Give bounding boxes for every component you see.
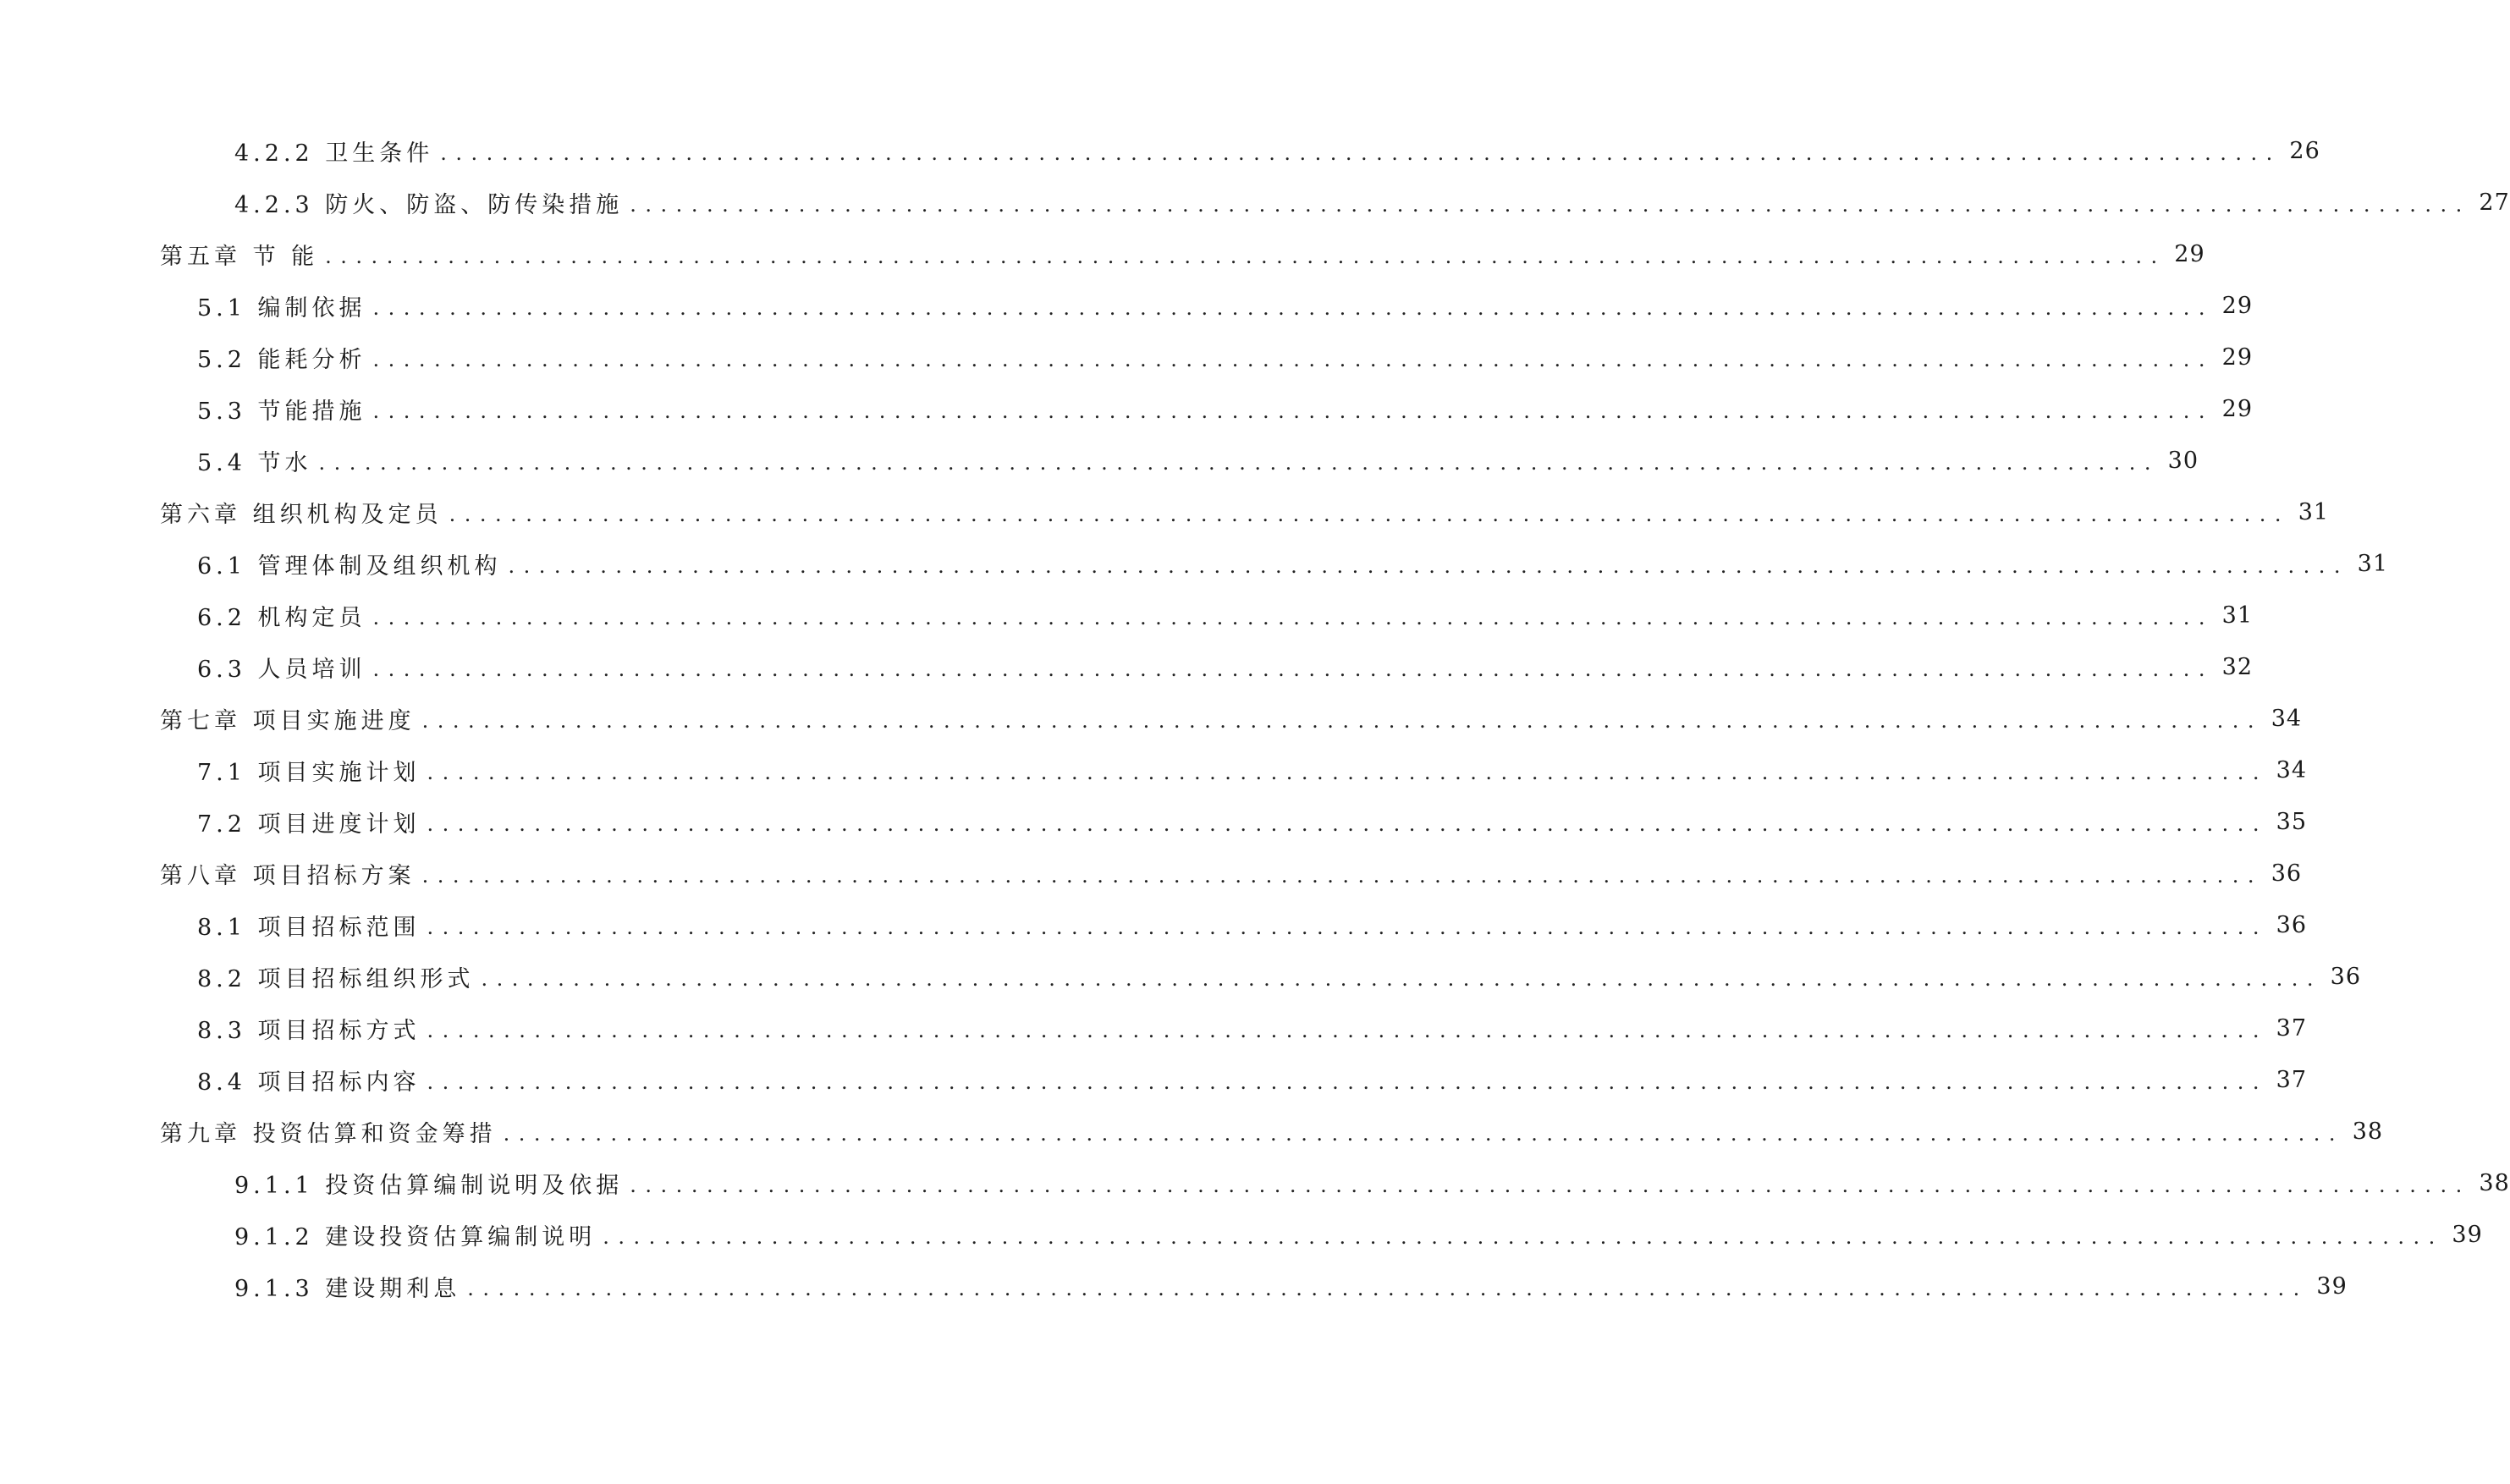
toc-entry[interactable] — [0, 228, 2205, 280]
toc-entry-title: 8.2 项目招标组织形式 — [197, 966, 475, 992]
toc-entry-page-number: 31 — [2221, 602, 2253, 629]
toc-entry-title: 9.1.3 建设期利息 — [234, 1276, 461, 1302]
toc-entry-title: 8.3 项目招标方式 — [197, 1018, 421, 1044]
toc-entry-title: 7.2 项目进度计划 — [197, 811, 421, 838]
toc-entry-title: 第六章 组织机构及定员 — [160, 502, 443, 528]
toc-entry[interactable] — [0, 796, 2307, 848]
toc-entry-page-number: 29 — [2174, 241, 2205, 267]
toc-entry[interactable] — [0, 1106, 2384, 1157]
toc-entry-page-number: 36 — [2276, 912, 2307, 938]
toc-entry[interactable] — [0, 125, 2320, 177]
toc-entry-title: 5.3 节能措施 — [197, 398, 366, 425]
toc-dot-leader: ........................................................................................................................ — [325, 244, 2166, 268]
toc-entry-title: 4.2.3 防火、防盗、防传染措施 — [234, 192, 624, 218]
toc-entry[interactable] — [0, 1003, 2307, 1054]
toc-entry-title: 4.2.2 卫生条件 — [234, 140, 434, 167]
toc-entry-page-number: 37 — [2276, 1015, 2307, 1042]
toc-entry-title: 9.1.1 投资估算编制说明及依据 — [234, 1173, 624, 1199]
toc-dot-leader: ........................................................................................................................ — [630, 1173, 2471, 1197]
toc-entry-page-number: 32 — [2221, 654, 2253, 680]
toc-entry-title: 第八章 项目招标方案 — [160, 863, 416, 889]
toc-dot-leader: ........................................................................................................................ — [440, 140, 2282, 165]
toc-entry-page-number: 30 — [2167, 448, 2199, 474]
toc-entry[interactable] — [0, 538, 2388, 590]
toc-entry-page-number: 29 — [2221, 396, 2253, 422]
toc-entry-title: 9.1.2 建设投资估算编制说明 — [234, 1224, 597, 1250]
toc-entry[interactable] — [0, 383, 2253, 435]
toc-entry-page-number: 38 — [2479, 1170, 2510, 1196]
toc-entry[interactable] — [0, 1157, 2510, 1209]
toc-entry[interactable] — [0, 1261, 2348, 1312]
toc-dot-leader: ........................................................................................................................ — [603, 1224, 2444, 1249]
toc-entry[interactable] — [0, 590, 2253, 641]
toc-entry-title: 7.1 项目实施计划 — [197, 760, 421, 786]
toc-entry-page-number: 39 — [2452, 1222, 2483, 1248]
toc-entry[interactable] — [0, 745, 2307, 796]
toc-dot-leader: ........................................................................................................................ — [508, 553, 2349, 578]
toc-entry-title: 8.4 项目招标内容 — [197, 1069, 421, 1096]
toc-entry-page-number: 38 — [2352, 1118, 2384, 1145]
toc-entry-page-number: 35 — [2276, 809, 2307, 835]
toc-entry[interactable] — [0, 1209, 2483, 1261]
toc-dot-leader: ........................................................................................................................ — [503, 1121, 2345, 1146]
toc-entry-page-number: 36 — [2271, 860, 2303, 887]
toc-dot-leader: ........................................................................................................................ — [421, 863, 2264, 888]
toc-entry-page-number: 34 — [2276, 757, 2307, 783]
toc-dot-leader: ........................................................................................................................ — [630, 192, 2471, 217]
toc-dot-leader: ........................................................................................................................ — [372, 295, 2214, 320]
toc-entry-title: 第五章 节 能 — [160, 244, 319, 270]
toc-entry-page-number: 31 — [2357, 551, 2388, 577]
toc-entry-page-number: 39 — [2316, 1273, 2348, 1300]
toc-entry-page-number: 26 — [2289, 138, 2320, 164]
toc-dot-leader: ........................................................................................................................ — [318, 450, 2160, 475]
toc-entry-page-number: 27 — [2479, 190, 2510, 216]
toc-entry[interactable] — [0, 951, 2361, 1003]
toc-dot-leader: ........................................................................................................................ — [372, 347, 2214, 371]
toc-entry[interactable] — [0, 1054, 2307, 1106]
toc-dot-leader: ........................................................................................................................ — [372, 398, 2214, 423]
toc-entry[interactable] — [0, 486, 2330, 538]
toc-entry-title: 6.2 机构定员 — [197, 605, 366, 631]
toc-dot-leader: ........................................................................................................................ — [427, 1018, 2268, 1042]
toc-entry[interactable] — [0, 641, 2253, 693]
toc-dot-leader: ........................................................................................................................ — [427, 811, 2268, 836]
toc-entry[interactable] — [0, 899, 2307, 951]
toc-dot-leader: ........................................................................................................................ — [427, 1069, 2268, 1094]
toc-entry-page-number: 29 — [2221, 293, 2253, 319]
toc-entry-title: 6.3 人员培训 — [197, 657, 366, 683]
toc-dot-leader: ........................................................................................................................ — [372, 605, 2214, 629]
toc-dot-leader: ........................................................................................................................ — [427, 915, 2268, 939]
toc-entry-page-number: 29 — [2221, 344, 2253, 371]
toc-entry[interactable] — [0, 435, 2199, 486]
toc-entry-page-number: 31 — [2298, 499, 2330, 525]
toc-entry-title: 第九章 投资估算和资金筹措 — [160, 1121, 497, 1147]
toc-entry-title: 5.4 节水 — [197, 450, 312, 476]
toc-dot-leader: ........................................................................................................................ — [372, 657, 2214, 681]
toc-dot-leader: ........................................................................................................................ — [421, 708, 2264, 733]
toc-dot-leader: ........................................................................................................................ — [449, 502, 2291, 526]
toc-entry-page-number: 37 — [2276, 1067, 2307, 1093]
toc-entry[interactable] — [0, 848, 2303, 899]
toc-entry[interactable] — [0, 332, 2253, 383]
toc-entry-title: 6.1 管理体制及组织机构 — [197, 553, 502, 580]
toc-entry[interactable] — [0, 177, 2510, 228]
toc-entry-title: 第七章 项目实施进度 — [160, 708, 416, 734]
toc-dot-leader: ........................................................................................................................ — [467, 1276, 2309, 1300]
toc-entry-title: 5.2 能耗分析 — [197, 347, 366, 373]
toc-entry-title: 8.1 项目招标范围 — [197, 915, 421, 941]
toc-dot-leader: ........................................................................................................................ — [481, 966, 2322, 991]
toc-dot-leader: ........................................................................................................................ — [427, 760, 2268, 784]
toc-entry-page-number: 34 — [2271, 706, 2303, 732]
toc-entry[interactable] — [0, 280, 2253, 332]
toc-entry-page-number: 36 — [2330, 964, 2361, 990]
toc-entry-title: 5.1 编制依据 — [197, 295, 366, 322]
table-of-contents — [0, 125, 2510, 1312]
toc-entry[interactable] — [0, 693, 2303, 745]
